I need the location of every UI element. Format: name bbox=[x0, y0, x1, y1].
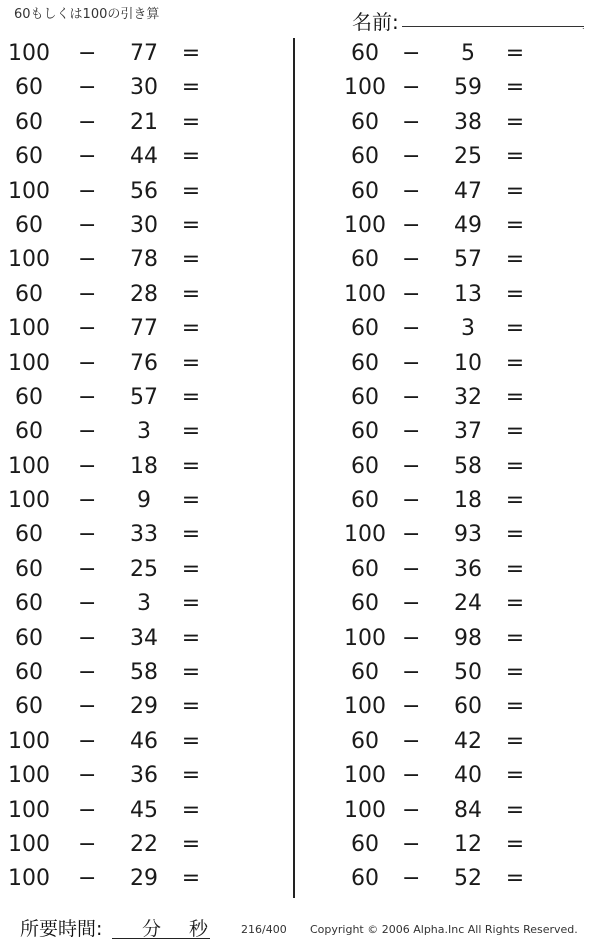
minuend: 100 bbox=[8, 316, 50, 342]
minuend: 60 bbox=[351, 488, 379, 514]
equals-sign: = bbox=[181, 178, 201, 204]
equals-sign: = bbox=[505, 866, 525, 892]
minus-sign: − bbox=[402, 144, 421, 170]
equals-sign: = bbox=[181, 144, 201, 170]
subtrahend: 57 bbox=[130, 384, 158, 410]
minus-sign: − bbox=[402, 316, 421, 342]
equals-sign: = bbox=[505, 212, 525, 238]
subtrahend: 9 bbox=[137, 488, 151, 514]
minuend: 60 bbox=[15, 591, 43, 617]
minuend: 100 bbox=[344, 625, 386, 651]
minuend: 60 bbox=[15, 281, 43, 307]
equals-sign: = bbox=[181, 212, 201, 238]
problem-row bbox=[320, 312, 600, 346]
minus-sign: − bbox=[78, 316, 97, 342]
minuend: 60 bbox=[15, 109, 43, 135]
minus-sign: − bbox=[78, 419, 97, 445]
seconds-label: 秒 bbox=[189, 918, 209, 940]
subtrahend: 18 bbox=[130, 453, 158, 479]
minuend: 60 bbox=[15, 419, 43, 445]
minuend: 100 bbox=[8, 41, 50, 66]
equals-sign: = bbox=[505, 109, 525, 135]
problem-row bbox=[0, 518, 280, 552]
minuend: 100 bbox=[8, 866, 50, 892]
problem-row bbox=[320, 690, 600, 724]
problem-row bbox=[0, 175, 280, 209]
minus-sign: − bbox=[78, 178, 97, 204]
minuend: 60 bbox=[15, 384, 43, 410]
subtrahend: 93 bbox=[454, 522, 482, 548]
minus-sign: − bbox=[402, 384, 421, 410]
subtrahend: 36 bbox=[130, 763, 158, 789]
problem-row bbox=[320, 622, 600, 656]
subtrahend: 42 bbox=[454, 728, 482, 754]
minuend: 60 bbox=[351, 178, 379, 204]
subtrahend: 36 bbox=[454, 556, 482, 582]
problem-row bbox=[320, 347, 600, 381]
minuend: 100 bbox=[8, 178, 50, 204]
problem-row bbox=[0, 484, 280, 518]
subtrahend: 50 bbox=[454, 660, 482, 686]
equals-sign: = bbox=[181, 247, 201, 273]
minuend: 60 bbox=[15, 694, 43, 720]
minuend: 100 bbox=[8, 350, 50, 376]
subtrahend: 40 bbox=[454, 763, 482, 789]
equals-sign: = bbox=[505, 384, 525, 410]
minus-sign: − bbox=[78, 797, 97, 823]
minus-sign: − bbox=[402, 694, 421, 720]
minus-sign: − bbox=[402, 281, 421, 307]
minus-sign: − bbox=[402, 763, 421, 789]
minuend: 60 bbox=[351, 247, 379, 273]
minuend: 100 bbox=[344, 281, 386, 307]
minuend: 60 bbox=[351, 728, 379, 754]
minus-sign: − bbox=[78, 281, 97, 307]
subtrahend: 13 bbox=[454, 281, 482, 307]
minuend: 60 bbox=[351, 419, 379, 445]
equals-sign: = bbox=[505, 178, 525, 204]
subtrahend: 47 bbox=[454, 178, 482, 204]
equals-sign: = bbox=[505, 763, 525, 789]
problem-row bbox=[320, 587, 600, 621]
minus-sign: − bbox=[78, 247, 97, 273]
subtrahend: 28 bbox=[130, 281, 158, 307]
minus-sign: − bbox=[78, 212, 97, 238]
minuend: 60 bbox=[15, 75, 43, 101]
minuend: 60 bbox=[15, 625, 43, 651]
minus-sign: − bbox=[78, 350, 97, 376]
minuend: 100 bbox=[344, 797, 386, 823]
minuend: 60 bbox=[351, 316, 379, 342]
equals-sign: = bbox=[181, 384, 201, 410]
minus-sign: − bbox=[402, 453, 421, 479]
equals-sign: = bbox=[181, 660, 201, 686]
minuend: 60 bbox=[351, 350, 379, 376]
equals-sign: = bbox=[505, 488, 525, 514]
minus-sign: − bbox=[78, 831, 97, 857]
minuend: 100 bbox=[344, 522, 386, 548]
subtrahend: 3 bbox=[137, 591, 151, 617]
name-label: 名前: bbox=[352, 10, 399, 34]
problem-row bbox=[0, 587, 280, 621]
problem-row bbox=[0, 622, 280, 656]
minus-sign: − bbox=[402, 660, 421, 686]
problem-row bbox=[0, 553, 280, 587]
problem-row bbox=[0, 347, 280, 381]
equals-sign: = bbox=[181, 763, 201, 789]
subtrahend: 38 bbox=[454, 109, 482, 135]
problem-row bbox=[0, 209, 280, 243]
problem-row bbox=[0, 312, 280, 346]
minuend: 60 bbox=[351, 831, 379, 857]
problem-row bbox=[320, 106, 600, 140]
equals-sign: = bbox=[181, 728, 201, 754]
minuend: 60 bbox=[351, 384, 379, 410]
subtrahend: 34 bbox=[130, 625, 158, 651]
equals-sign: = bbox=[505, 419, 525, 445]
minuend: 60 bbox=[351, 144, 379, 170]
minuend: 100 bbox=[344, 75, 386, 101]
minus-sign: − bbox=[402, 797, 421, 823]
subtrahend: 49 bbox=[454, 212, 482, 238]
subtrahend: 25 bbox=[454, 144, 482, 170]
minuend: 60 bbox=[15, 522, 43, 548]
problem-row bbox=[320, 71, 600, 105]
subtrahend: 44 bbox=[130, 144, 158, 170]
minuend: 60 bbox=[15, 660, 43, 686]
minus-sign: − bbox=[78, 453, 97, 479]
problem-row bbox=[320, 243, 600, 277]
equals-sign: = bbox=[181, 488, 201, 514]
subtrahend: 46 bbox=[130, 728, 158, 754]
equals-sign: = bbox=[181, 625, 201, 651]
minuend: 100 bbox=[344, 694, 386, 720]
name-line-end-mark: . bbox=[582, 22, 585, 31]
minus-sign: − bbox=[402, 728, 421, 754]
problem-row bbox=[320, 725, 600, 759]
minus-sign: − bbox=[402, 866, 421, 892]
problem-row bbox=[0, 71, 280, 105]
minuend: 100 bbox=[8, 453, 50, 479]
subtrahend: 37 bbox=[454, 419, 482, 445]
minus-sign: − bbox=[78, 488, 97, 514]
subtrahend: 18 bbox=[454, 488, 482, 514]
equals-sign: = bbox=[181, 281, 201, 307]
minus-sign: − bbox=[78, 625, 97, 651]
equals-sign: = bbox=[505, 797, 525, 823]
problem-row bbox=[320, 828, 600, 862]
minuend: 60 bbox=[15, 212, 43, 238]
problem-row bbox=[320, 794, 600, 828]
minuend: 100 bbox=[8, 247, 50, 273]
minus-sign: − bbox=[402, 41, 421, 66]
problem-row bbox=[320, 484, 600, 518]
equals-sign: = bbox=[181, 591, 201, 617]
subtrahend: 24 bbox=[454, 591, 482, 617]
equals-sign: = bbox=[505, 694, 525, 720]
minuend: 100 bbox=[8, 728, 50, 754]
minuend: 100 bbox=[8, 763, 50, 789]
minuend: 60 bbox=[351, 866, 379, 892]
subtrahend: 59 bbox=[454, 75, 482, 101]
page-counter: 216/400 bbox=[241, 923, 287, 936]
problem-row bbox=[320, 450, 600, 484]
problem-row bbox=[320, 553, 600, 587]
problem-row bbox=[0, 794, 280, 828]
subtrahend: 78 bbox=[130, 247, 158, 273]
equals-sign: = bbox=[505, 660, 525, 686]
minuend: 60 bbox=[351, 660, 379, 686]
minuend: 60 bbox=[351, 109, 379, 135]
left-problem-column bbox=[0, 37, 280, 897]
problem-row bbox=[320, 656, 600, 690]
minus-sign: − bbox=[402, 350, 421, 376]
minus-sign: − bbox=[78, 728, 97, 754]
problem-row bbox=[0, 828, 280, 862]
minus-sign: − bbox=[402, 556, 421, 582]
minus-sign: − bbox=[78, 694, 97, 720]
problem-row bbox=[0, 140, 280, 174]
time-taken-label: 所要時間: bbox=[20, 918, 103, 940]
equals-sign: = bbox=[505, 350, 525, 376]
subtrahend: 77 bbox=[130, 41, 158, 66]
minus-sign: − bbox=[78, 866, 97, 892]
equals-sign: = bbox=[181, 41, 201, 66]
problem-row bbox=[320, 175, 600, 209]
subtrahend: 30 bbox=[130, 75, 158, 101]
subtrahend: 58 bbox=[454, 453, 482, 479]
subtrahend: 56 bbox=[130, 178, 158, 204]
equals-sign: = bbox=[505, 556, 525, 582]
problem-row bbox=[320, 415, 600, 449]
equals-sign: = bbox=[181, 866, 201, 892]
subtrahend: 25 bbox=[130, 556, 158, 582]
right-problem-column bbox=[320, 37, 600, 897]
equals-sign: = bbox=[181, 831, 201, 857]
equals-sign: = bbox=[181, 419, 201, 445]
equals-sign: = bbox=[505, 247, 525, 273]
problem-row bbox=[320, 759, 600, 793]
problem-row bbox=[320, 518, 600, 552]
minus-sign: − bbox=[402, 591, 421, 617]
minuend: 100 bbox=[344, 212, 386, 238]
minuend: 100 bbox=[8, 488, 50, 514]
problem-row bbox=[0, 450, 280, 484]
equals-sign: = bbox=[505, 728, 525, 754]
problem-row bbox=[320, 140, 600, 174]
subtrahend: 84 bbox=[454, 797, 482, 823]
subtrahend: 58 bbox=[130, 660, 158, 686]
minus-sign: − bbox=[78, 522, 97, 548]
minus-sign: − bbox=[78, 591, 97, 617]
subtrahend: 30 bbox=[130, 212, 158, 238]
subtrahend: 10 bbox=[454, 350, 482, 376]
copyright-notice: Copyright © 2006 Alpha.Inc All Rights Reserved. bbox=[310, 923, 578, 936]
equals-sign: = bbox=[181, 556, 201, 582]
minus-sign: − bbox=[78, 556, 97, 582]
equals-sign: = bbox=[181, 350, 201, 376]
problem-row bbox=[320, 37, 600, 71]
problem-row bbox=[320, 381, 600, 415]
subtrahend: 33 bbox=[130, 522, 158, 548]
equals-sign: = bbox=[181, 109, 201, 135]
minuend: 100 bbox=[8, 797, 50, 823]
equals-sign: = bbox=[181, 797, 201, 823]
equals-sign: = bbox=[505, 144, 525, 170]
minus-sign: − bbox=[78, 41, 97, 66]
equals-sign: = bbox=[505, 831, 525, 857]
problem-row bbox=[0, 759, 280, 793]
minus-sign: − bbox=[402, 212, 421, 238]
subtrahend: 52 bbox=[454, 866, 482, 892]
problem-row bbox=[0, 106, 280, 140]
subtrahend: 22 bbox=[130, 831, 158, 857]
minus-sign: − bbox=[402, 247, 421, 273]
minus-sign: − bbox=[78, 763, 97, 789]
minuend: 100 bbox=[8, 831, 50, 857]
subtrahend: 60 bbox=[454, 694, 482, 720]
subtrahend: 77 bbox=[130, 316, 158, 342]
minuend: 60 bbox=[351, 556, 379, 582]
equals-sign: = bbox=[505, 75, 525, 101]
problem-row bbox=[320, 862, 600, 896]
minuend: 60 bbox=[15, 556, 43, 582]
problem-row bbox=[0, 656, 280, 690]
problem-row bbox=[320, 278, 600, 312]
subtrahend: 45 bbox=[130, 797, 158, 823]
problem-row bbox=[320, 209, 600, 243]
minus-sign: − bbox=[402, 522, 421, 548]
column-divider bbox=[293, 38, 295, 898]
minus-sign: − bbox=[78, 384, 97, 410]
minuend: 60 bbox=[351, 453, 379, 479]
problem-row bbox=[0, 37, 280, 71]
subtrahend: 5 bbox=[461, 41, 475, 66]
equals-sign: = bbox=[505, 625, 525, 651]
equals-sign: = bbox=[505, 316, 525, 342]
minutes-label: 分 bbox=[142, 918, 162, 940]
minuend: 100 bbox=[344, 763, 386, 789]
minuend: 60 bbox=[15, 144, 43, 170]
equals-sign: = bbox=[181, 694, 201, 720]
name-field[interactable] bbox=[402, 26, 584, 27]
problem-row bbox=[0, 278, 280, 312]
subtrahend: 12 bbox=[454, 831, 482, 857]
subtrahend: 76 bbox=[130, 350, 158, 376]
equals-sign: = bbox=[505, 522, 525, 548]
problem-row bbox=[0, 862, 280, 896]
problem-row bbox=[0, 381, 280, 415]
minus-sign: − bbox=[402, 488, 421, 514]
problem-row bbox=[0, 415, 280, 449]
subtrahend: 98 bbox=[454, 625, 482, 651]
minus-sign: − bbox=[402, 178, 421, 204]
equals-sign: = bbox=[505, 41, 525, 66]
problem-row bbox=[0, 243, 280, 277]
minus-sign: − bbox=[402, 831, 421, 857]
problem-row bbox=[0, 690, 280, 724]
subtrahend: 29 bbox=[130, 866, 158, 892]
equals-sign: = bbox=[505, 591, 525, 617]
equals-sign: = bbox=[181, 75, 201, 101]
equals-sign: = bbox=[505, 281, 525, 307]
minus-sign: − bbox=[78, 660, 97, 686]
equals-sign: = bbox=[181, 522, 201, 548]
minus-sign: − bbox=[78, 144, 97, 170]
minus-sign: − bbox=[402, 109, 421, 135]
minuend: 60 bbox=[351, 41, 379, 66]
minus-sign: − bbox=[78, 109, 97, 135]
worksheet-title: 60もしくは100の引き算 bbox=[14, 7, 160, 22]
equals-sign: = bbox=[181, 453, 201, 479]
minus-sign: − bbox=[402, 419, 421, 445]
subtrahend: 21 bbox=[130, 109, 158, 135]
subtrahend: 32 bbox=[454, 384, 482, 410]
minus-sign: − bbox=[78, 75, 97, 101]
subtrahend: 29 bbox=[130, 694, 158, 720]
problem-row bbox=[0, 725, 280, 759]
equals-sign: = bbox=[505, 453, 525, 479]
subtrahend: 3 bbox=[461, 316, 475, 342]
minuend: 60 bbox=[351, 591, 379, 617]
subtrahend: 57 bbox=[454, 247, 482, 273]
equals-sign: = bbox=[181, 316, 201, 342]
minus-sign: − bbox=[402, 625, 421, 651]
minus-sign: − bbox=[402, 75, 421, 101]
subtrahend: 3 bbox=[137, 419, 151, 445]
